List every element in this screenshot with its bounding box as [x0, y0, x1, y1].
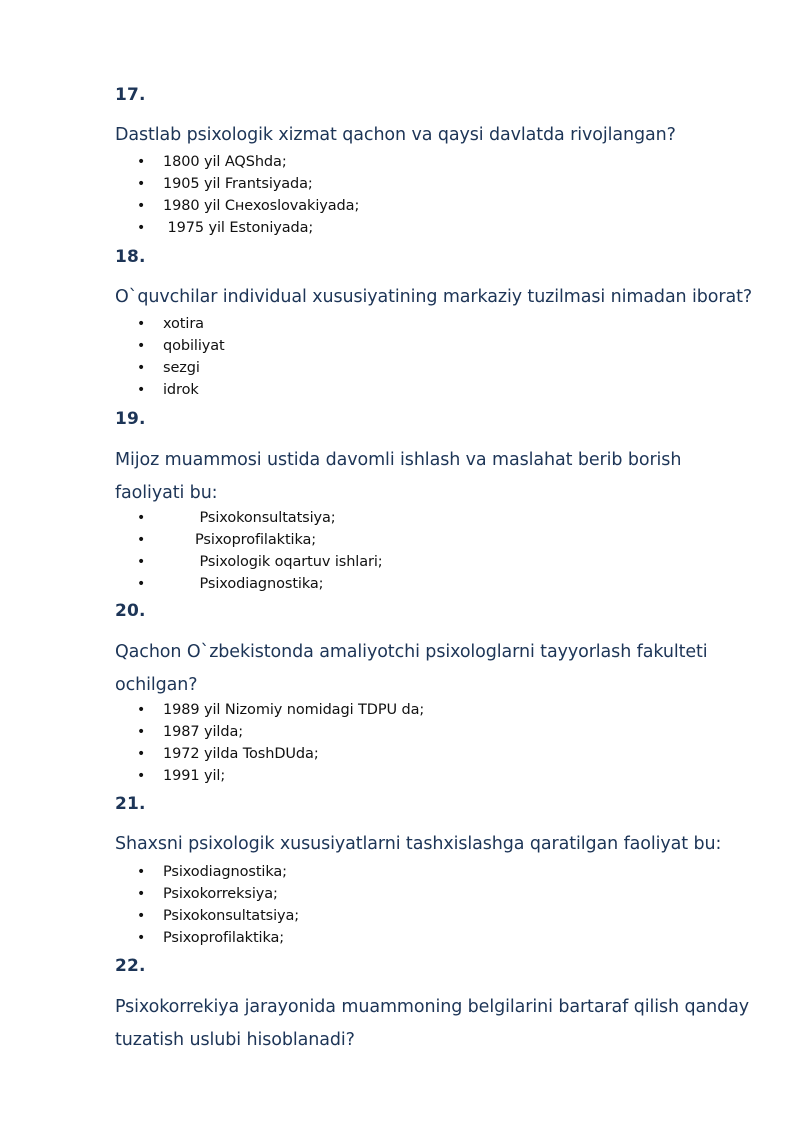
question-number: 21. [115, 794, 146, 814]
bullet-icon: • [137, 360, 146, 376]
bullet-icon: • [137, 886, 146, 902]
bullet-icon: • [137, 220, 146, 236]
question-text: Dastlab psixologik xizmat qachon va qaysi davlatda rivojlangan? [115, 125, 676, 145]
bullet-icon: • [137, 382, 146, 398]
bullet-icon: • [137, 724, 146, 740]
bullet-icon: • [137, 316, 146, 332]
question-text: Psixokorrekiya jarayonida muammoning belgilarini bartaraf qilish qanday tuzatish uslubi hisoblanadi? [115, 997, 749, 1050]
bullet-icon: • [137, 154, 146, 170]
bullet-icon: • [137, 864, 146, 880]
bullet-icon: • [137, 746, 146, 762]
question-text: O`quvchilar individual xususiyatining markaziy tuzilmasi nimadan iborat? [115, 287, 753, 307]
bullet-icon: • [137, 930, 146, 946]
question-number: 18. [115, 247, 146, 267]
bullet-icon: • [137, 576, 146, 592]
question-text: Mijoz muammosi ustida davomli ishlash va maslahat berib borish faoliyati bu: [115, 450, 682, 503]
bullet-icon: • [137, 554, 146, 570]
bullet-icon: • [137, 338, 146, 354]
question-number: 20. [115, 601, 146, 621]
document-page: 17. Dastlab psixologik xizmat qachon va qaysi davlatda rivojlangan? • 1800 yil AQShda; • 1905 yil Frantsiyada; • 1980 yil Cнexoslovakiyada; • 1975 yil Estoniyada; 18. O`quvchilar individual xususiyatining markaziy tuzilmasi nimadan iborat? • xotira • qobiliyat • sezgi • idrok 19. Mijoz muammosi ustida davomli ishlash va maslahat berib borish faoliyati bu: • Psixokonsultatsiya; • Psixoprofilaktika; • Psixologik oqartuv ishlari; • Psixodiagnostika; 20. Qachon O`zbekistonda amaliyotchi psixologlarni tayyorlash fakulteti ochilgan? • 1989 yil Nizomiy nomidagi TDPU da; • 1987 yilda; • 1972 yilda ToshDUda; • 1991 yil; 21. Shaxsni psixologik xususiyatlarni tashxislashga qaratilgan faoliyat bu: • Psixodiagnostika; • Psixokorreksiya; • Psixokonsultatsiya; • Psixoprofilaktika; 22. Psixokorrekiya jarayonida muammoning belgilarini bartaraf qilish qanday tuzatish uslubi hisoblanadi? [0, 0, 800, 1131]
bullet-icon: • [137, 176, 146, 192]
bullet-icon: • [137, 510, 146, 526]
question-number: 22. [115, 956, 146, 976]
question-number: 17. [115, 85, 146, 105]
bullet-icon: • [137, 532, 146, 548]
question-text: Shaxsni psixologik xususiyatlarni tashxislashga qaratilgan faoliyat bu: [115, 834, 722, 854]
bullet-icon: • [137, 702, 146, 718]
question-number: 19. [115, 409, 146, 429]
bullet-icon: • [137, 908, 146, 924]
bullet-icon: • [137, 198, 146, 214]
question-text: Qachon O`zbekistonda amaliyotchi psixologlarni tayyorlash fakulteti ochilgan? [115, 642, 708, 695]
bullet-icon: • [137, 768, 146, 784]
